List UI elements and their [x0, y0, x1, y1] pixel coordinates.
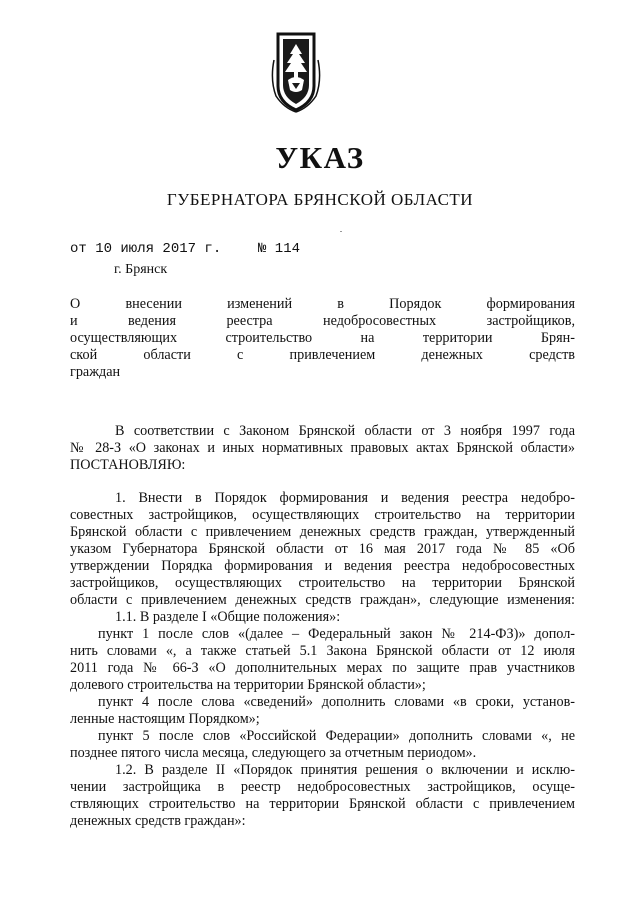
body-line: долевого строительства на территории Брянской области»; — [70, 677, 426, 693]
preamble-line: В соответствии с Законом Брянской области от 3 ноября 1997 года — [115, 423, 575, 439]
subject-line: ской области с привлечением денежных средств — [70, 347, 575, 363]
body-line: 1.1. В разделе I «Общие положения»: — [115, 609, 341, 625]
scan-speck — [340, 231, 342, 232]
body-line: чении застройщика в реестр недобросовестных застройщиков, осуще- — [70, 779, 575, 795]
document-title: УКАЗ — [275, 140, 365, 175]
body-line: застройщиков, осуществляющих строительство на территории Брянской — [70, 575, 575, 591]
subject-line: осуществляющих строительство на территории Брян- — [70, 330, 575, 346]
body-line: 2011 года № 66-З «О дополнительных мерах по защите прав участников — [70, 660, 575, 676]
body-line: нить словами «, а также статьей 5.1 Закона Брянской области от 12 июля — [70, 643, 575, 659]
preamble-line: № 28-З «О законах и иных нормативных правовых актах Брянской области» — [70, 440, 575, 456]
body-line: пункт 4 после слова «сведений» дополнить словами «в сроки, установ- — [98, 694, 575, 710]
body-line: указом Губернатора Брянской области от 16 мая 2017 года № 85 «Об — [70, 541, 575, 557]
body-line: ленные настоящим Порядком»; — [70, 711, 260, 727]
decree-date: от 10 июля 2017 г. — [70, 241, 222, 257]
body-line: пункт 5 после слов «Российской Федерации» дополнить словами «, не — [98, 728, 575, 744]
document-subtitle: ГУБЕРНАТОРА БРЯНСКОЙ ОБЛАСТИ — [166, 190, 474, 209]
decree-city: г. Брянск — [114, 262, 168, 277]
body-line: ствляющих строительство на территории Брянской области с привлечением — [70, 796, 575, 812]
body-line: пункт 1 после слов «(далее – Федеральный закон № 214-ФЗ)» допол- — [98, 626, 575, 642]
subject-line: граждан — [70, 364, 121, 380]
coat-of-arms-emblem — [270, 30, 322, 114]
body-line: позднее пятого числа месяца, следующего за отчетным периодом». — [70, 745, 477, 761]
decree-number: № 114 — [258, 241, 301, 257]
body-line: совестных застройщиков, осуществляющих строительство на территории — [70, 507, 575, 523]
body-line: утверждении Порядка формирования и ведения реестра недобросовестных — [70, 558, 575, 574]
body-line: 1. Внести в Порядок формирования и ведения реестра недобро- — [115, 490, 575, 506]
body-line: денежных средств граждан»: — [70, 813, 246, 829]
body-line: Брянской области с привлечением денежных средств граждан, утвержденный — [70, 524, 575, 540]
body-line: 1.2. В разделе II «Порядок принятия решения о включении и исклю- — [115, 762, 575, 778]
subject-line: О внесении изменений в Порядок формирования — [70, 296, 575, 312]
preamble-line: ПОСТАНОВЛЯЮ: — [70, 457, 186, 473]
body-line: области с привлечением денежных средств граждан», следующие изменения: — [70, 592, 575, 608]
subject-line: и ведения реестра недобросовестных застройщиков, — [70, 313, 575, 329]
